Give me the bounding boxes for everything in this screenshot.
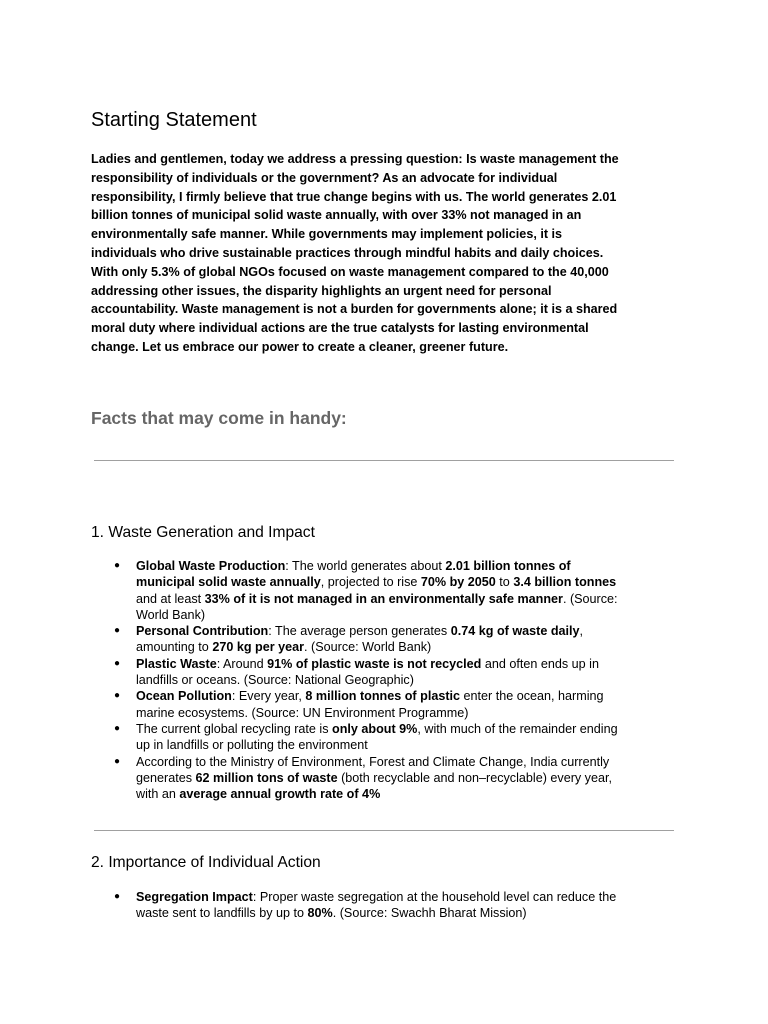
emphasis-text: only about 9% <box>332 721 418 736</box>
section-2-fact-list <box>113 889 678 922</box>
statement-line: With only 5.3% of global NGOs focused on waste management compared to the 40,000 <box>91 264 609 279</box>
fact-line <box>136 656 678 672</box>
emphasis-text: 33% of it is not managed in an environmentally safe manner <box>204 591 563 606</box>
fact-line <box>136 558 678 574</box>
fact-line <box>136 905 678 921</box>
fact-line <box>136 607 678 623</box>
fact-text: : The world generates about <box>285 559 446 573</box>
bullet-icon: ● <box>114 690 121 702</box>
fact-text: marine ecosystems. (Source: UN Environment Programme) <box>136 705 469 720</box>
fact-text: : Around <box>216 656 268 671</box>
fact-text: , <box>579 624 584 639</box>
fact-text: The current global recycling rate is <box>136 721 332 736</box>
fact-item <box>113 721 678 754</box>
fact-text: World Bank) <box>136 607 206 622</box>
bullet-icon: ● <box>114 625 121 637</box>
statement-line: accountability. Waste management is not a burden for governments alone; it is a shared <box>91 302 618 317</box>
fact-text: amounting to <box>136 640 213 655</box>
fact-item <box>113 656 678 689</box>
emphasis-text: Ocean Pollution <box>136 689 232 704</box>
fact-text: enter the ocean, harming <box>460 689 604 704</box>
fact-line <box>136 737 678 753</box>
fact-line <box>136 770 678 786</box>
fact-item <box>113 558 678 623</box>
emphasis-text: 70% by 2050 <box>420 575 496 590</box>
emphasis-text: average annual growth rate of 4% <box>179 787 381 802</box>
fact-text: : Every year, <box>231 689 306 704</box>
fact-text: , projected to rise <box>320 575 421 590</box>
emphasis-text: 270 kg per year <box>212 640 305 655</box>
fact-text: According to the Ministry of Environment, Forest and Climate Change, India currently <box>136 754 610 769</box>
fact-text: : The average person generates <box>268 624 451 639</box>
fact-item <box>113 623 678 656</box>
emphasis-text: municipal solid waste annually <box>136 575 321 590</box>
emphasis-text: 3.4 billion tonnes <box>513 575 617 590</box>
fact-text: . (Source: World Bank) <box>304 640 432 655</box>
statement-line: Ladies and gentlemen, today we address a pressing question: Is waste management the <box>91 152 619 166</box>
fact-line <box>136 721 678 737</box>
emphasis-text: 91% of plastic waste is not recycled <box>267 656 482 671</box>
fact-text: generates <box>136 770 196 785</box>
fact-text: (both recyclable and non–recyclable) every year, <box>337 770 612 785</box>
fact-text: . (Source: Swachh Bharat Mission) <box>332 906 527 921</box>
statement-line: addressing other issues, the disparity highlights an urgent need for personal <box>91 283 552 298</box>
section-1-fact-list <box>113 558 678 802</box>
bullet-icon: ● <box>114 891 121 902</box>
statement-line: change. Let us embrace our power to create a cleaner, greener future. <box>91 339 509 354</box>
fact-text: waste sent to landfills by up to <box>136 906 308 921</box>
fact-text: with an <box>136 787 180 802</box>
emphasis-text: 8 million tonnes of plastic <box>305 689 461 704</box>
fact-item <box>113 754 678 803</box>
emphasis-text: 2.01 billion tonnes of <box>445 559 571 573</box>
page-title: Starting Statement <box>91 109 257 131</box>
fact-line <box>136 786 678 802</box>
fact-line <box>136 889 678 905</box>
fact-item <box>113 688 678 721</box>
bullet-icon: ● <box>114 722 121 734</box>
fact-text: : Proper waste segregation at the household level can reduce the <box>252 890 617 904</box>
fact-text: landfills or oceans. (Source: National Geographic) <box>136 673 414 688</box>
fact-line <box>136 754 678 770</box>
fact-text: and at least <box>136 591 205 606</box>
fact-text: to <box>495 575 514 590</box>
emphasis-text: Personal Contribution <box>136 624 269 639</box>
statement-line: moral duty where individual actions are the true catalysts for lasting environmental <box>91 321 589 336</box>
fact-line <box>136 705 678 721</box>
emphasis-text: Segregation Impact <box>136 890 253 904</box>
fact-line <box>136 672 678 688</box>
emphasis-text: 80% <box>307 906 333 921</box>
fact-line <box>136 623 678 639</box>
opening-statement <box>91 150 681 357</box>
bullet-icon: ● <box>114 560 121 571</box>
facts-heading: Facts that may come in handy: <box>91 408 347 428</box>
fact-text: and often ends up in <box>481 656 599 671</box>
statement-line: responsibility, I firmly believe that true change begins with us. The world generates 2.01 <box>91 189 617 204</box>
fact-line <box>136 591 678 607</box>
emphasis-text: Plastic Waste <box>136 656 217 671</box>
horizontal-divider <box>94 830 674 831</box>
fact-text: up in landfills or polluting the environment <box>136 738 368 753</box>
fact-line <box>136 639 678 655</box>
statement-line: billion tonnes of municipal solid waste annually, with over 33% not managed in an <box>91 208 582 223</box>
bullet-icon: ● <box>114 657 121 669</box>
horizontal-divider <box>94 460 674 461</box>
bullet-icon: ● <box>114 755 121 767</box>
fact-line <box>136 574 678 590</box>
statement-line: individuals who drive sustainable practices through mindful habits and daily choices. <box>91 245 604 260</box>
fact-item <box>113 889 678 922</box>
section-1-heading: 1. Waste Generation and Impact <box>91 524 315 541</box>
fact-text: , with much of the remainder ending <box>417 721 618 736</box>
emphasis-text: 0.74 kg of waste daily <box>450 624 580 639</box>
statement-line: environmentally safe manner. While governments may implement policies, it is <box>91 227 563 242</box>
emphasis-text: Global Waste Production <box>136 559 286 573</box>
section-2-heading: 2. Importance of Individual Action <box>91 854 321 871</box>
emphasis-text: 62 million tons of waste <box>195 770 338 785</box>
fact-line <box>136 688 678 704</box>
statement-line: responsibility of individuals or the government? As an advocate for individual <box>91 170 558 185</box>
fact-text: . (Source: <box>562 591 618 606</box>
